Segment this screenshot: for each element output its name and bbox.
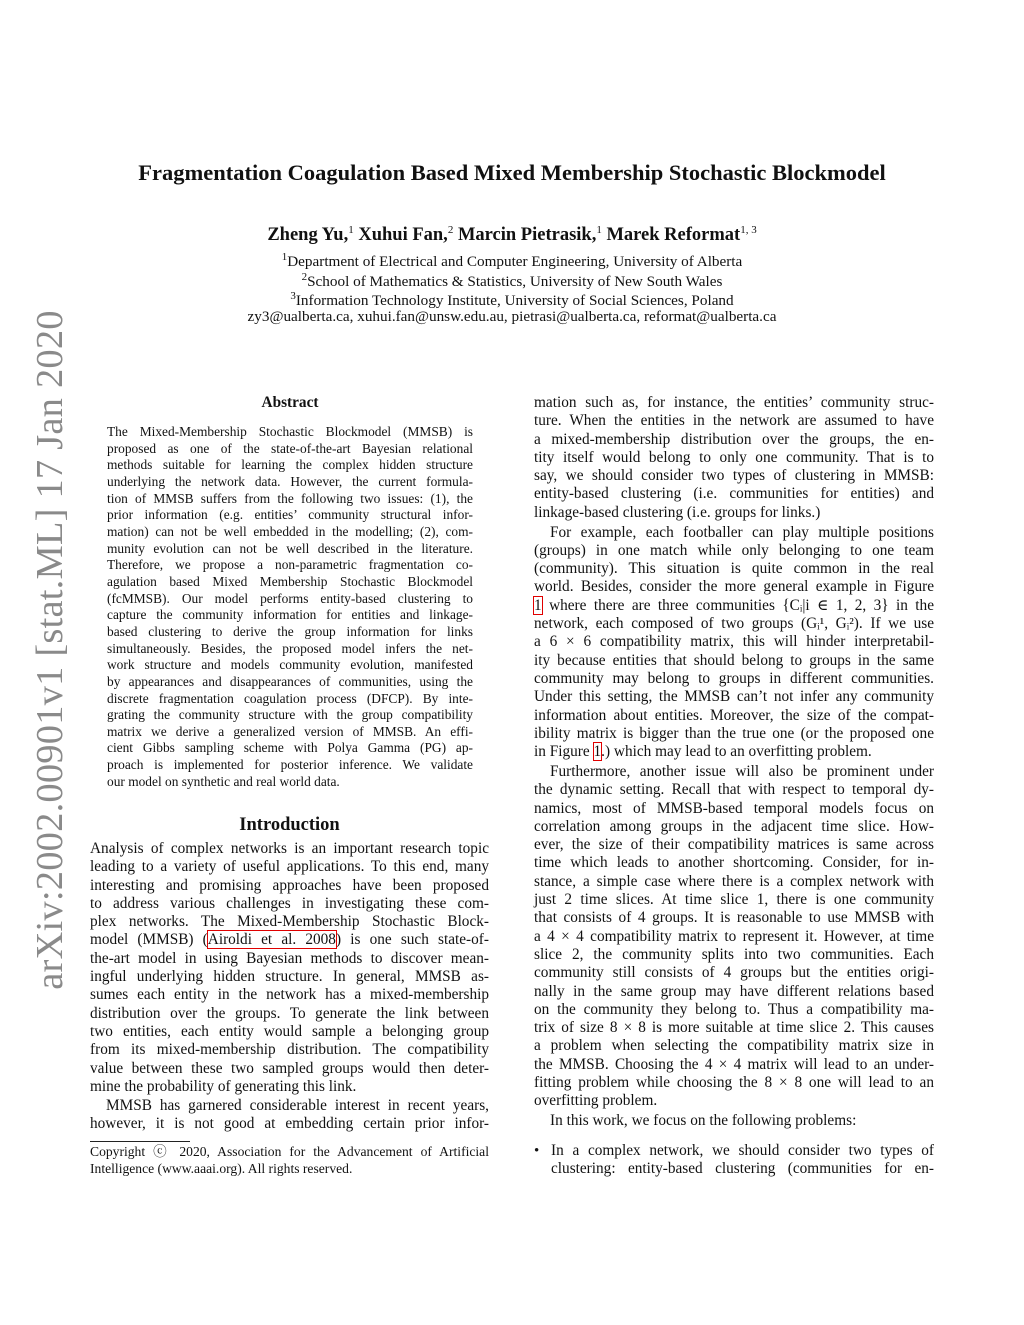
bullet-icon: • [534,1143,540,1159]
text-line: namics, most of MMSB-based temporal models focus on [534,799,934,817]
affiliation-text: Information Technology Institute, University of Social Sciences, Poland [295,292,734,310]
text-line: interesting and promising approaches have been proposed [90,876,489,894]
text-line: stance, a simple case where there is a complex network with [534,872,934,890]
text-line: proach is implemented for posterior inference. We validate [107,757,473,773]
author: Marcin Pietrasik, [457,225,597,246]
text-line: Intelligence (www.aaai.org). All rights reserved. [90,1161,353,1176]
text-line: community may belong to groups in different communities. [534,669,934,687]
text-line: mation such as, for instance, the entities’ community struc- [534,394,934,411]
text-line: proposed as one of the state-of-the-art Bayesian relational [107,440,473,456]
text-line: a 4 × 4 compatibility matrix to represent it. However, at time [534,927,934,945]
paragraph [90,840,489,1096]
text-line: world. Besides, consider the more general example in Figure [534,578,934,596]
copyright-footnote [90,1143,489,1177]
reference-link[interactable]: Airoldi et al. 2008 [207,931,336,949]
paragraph [90,1097,489,1134]
paragraph [534,763,934,1111]
text-line: the-art model in using Bayesian methods to discover mean- [90,949,489,967]
text-line: mation) can not be well embedded in the modelling; (2), com- [107,523,473,539]
text-line: fitting problem while choosing the 8 × 8 one will lead to an [534,1073,934,1091]
text-line: the MMSB. Choosing the 4 × 4 matrix will lead to an under- [534,1055,934,1073]
bullet-item [551,1142,934,1179]
introduction-section [90,814,489,1134]
text-line: In this work, we focus on the following problems: [550,1112,857,1130]
text-line: (fcMMSB). Our model performs entity-based clustering to [107,590,473,606]
author: Xuhui Fan, [358,225,448,246]
affiliation-text: Department of Electrical and Computer Engineering, University of Alberta [287,253,743,271]
footnote-rule [90,1141,190,1142]
text-line: however, it is not good at embedding certain prior infor- [90,1115,489,1133]
text-line: based clustering to derive the group information for links [107,623,473,639]
text-line: time which leads to another shortcoming. Consider, for in- [534,854,934,872]
text-segment: where there are three communities {Cᵢ|i ∈ 1, 2, 3} in the [541,596,934,614]
text-line [534,597,934,615]
text-line: two entities, each entity would sample a belonging group [90,1022,489,1040]
text-line: nally in the same group may have different relations based [534,982,934,1000]
arxiv-stamp: arXiv:2002.00901v1 [stat.ML] 17 Jan 2020 [29,310,71,990]
paragraph [534,1112,934,1130]
text-line: methods suitable for learning the complex hidden structure [107,457,473,473]
paper-title: Fragmentation Coagulation Based Mixed Membership Stochastic Blockmodel [138,160,886,185]
abstract-body [107,424,473,790]
author: Zheng Yu, [267,225,349,246]
paragraph [534,394,934,522]
text-segment: in Figure [534,743,594,761]
text-line: from its mixed-membership distribution. The compatibility [90,1041,489,1059]
text-line: tion of MMSB suffers from the following two issues: (1), the [107,490,473,506]
text-line: our model on synthetic and real world data. [107,773,340,789]
text-line: overfitting problem. [534,1092,658,1110]
affiliation-number: 2 [301,270,308,283]
text-line: ity because entities that should belong to groups in the same [534,651,934,669]
text-line: (groups) in one match while only belonging to one team [534,541,934,559]
text-line: plex networks. The Mixed-Membership Stochastic Block- [90,913,489,931]
author-affiliation-mark: 1 [596,224,602,236]
text-line: The Mixed-Membership Stochastic Blockmodel (MMSB) is [107,424,473,439]
text-line: linkage-based clustering (i.e. groups for links.) [534,503,821,521]
affiliation-number: 3 [290,290,296,302]
text-line: agulation based Mixed Membership Stochastic Blockmodel [107,573,473,589]
text-segment: model (MMSB) ( [90,931,208,949]
text-line: distribution over the groups. To generate the link between [90,1004,489,1022]
text-line: grating the community structure with the group compatibility [107,707,473,723]
text-line: slice 2, the community splits into two communities. Each [534,945,934,963]
text-line: ture. When the entities in the network are assumed to have [534,412,934,430]
text-line: a 6 × 6 compatibility matrix, this will hinder interpretabil- [534,633,934,651]
text-line: a problem when selecting the compatibility matrix size in [534,1037,934,1055]
text-line [534,743,934,761]
text-line: munity evolution can not be well described in the literature. [107,540,473,556]
text-line: entity-based clustering (i.e. communities for entities) and [534,485,934,503]
text-line: network, each composed of two groups (Gᵢ¹, Gᵢ²). If we use [534,615,934,633]
text-line: to address various challenges in investigating these com- [90,894,489,912]
text-segment: ) is one such state-of- [335,931,489,949]
text-line [90,931,489,949]
text-line: clustering: entity-based clustering (communities for en- [551,1160,934,1178]
author-affiliation-mark: 2 [447,224,454,236]
text-line: that consists of 4 groups. It is reasonable to use MMSB with [534,909,934,927]
author-list [0,224,1024,246]
text-line: capture the community information for entities and linkage- [107,607,473,623]
affiliation-number: 1 [281,251,288,263]
text-line: prior information (e.g. entities’ community structural infor- [107,507,473,523]
reference-link[interactable]: 1 [593,743,602,761]
text-line: on the community they belong to. Thus a compatibility ma- [534,1000,934,1018]
text-line: sumes each entity in the network has a mixed-membership [90,986,489,1004]
text-line: (community). This situation is quite common in the real [534,560,934,578]
text-line: ingful underlying hidden structure. In general, MMSB as- [90,968,489,986]
text-line: Copyright ⓒ 2020, Association for the Advancement of Artificial [90,1144,489,1159]
text-line: leading to a variety of useful applications. To this end, many [90,858,489,876]
text-line: the dynamic setting. Recall that with respect to temporal dy- [534,781,934,799]
text-line: Analysis of complex networks is an important research topic [90,840,489,857]
text-line: underlying the network data. However, the current formula- [107,473,473,489]
author-emails: zy3@ualberta.ca, xuhui.fan@unsw.edu.au, pietrasi@ualberta.ca, reformat@ualberta.ca [247,307,777,325]
text-line: trix of size 8 × 8 is more suitable at time slice 2. This causes [534,1019,934,1037]
text-line: tity itself would belong to only one community. That is to [534,448,934,466]
abstract-heading: Abstract [261,394,319,411]
text-line: matrix we derive a generalized version of MMSB. An effi- [107,723,473,739]
text-line: Furthermore, another issue will also be prominent under [550,762,934,780]
abstract-section [107,394,473,790]
text-line: MMSB has garnered considerable interest in recent years, [106,1097,489,1115]
text-line: information about entities. Moreover, the size of the compat- [534,706,934,724]
text-line: correlation among groups in the adjacent time slice. How- [534,817,934,835]
text-line: cient Gibbs sampling scheme with Polya Gamma (PG) ap- [107,740,473,756]
text-line: mine the probability of generating this link. [90,1077,357,1095]
text-line: community still consists of 4 groups but the entities origi- [534,964,934,982]
text-segment: .) which may lead to an overfitting problem. [601,743,872,761]
text-line: simultaneously. Besides, the proposed model infers the net- [107,640,473,656]
text-line: discrete fragmentation coagulation process (DFCP). By inte- [107,690,473,706]
text-line: just 2 time slices. At time slice 1, there is one community [534,891,934,909]
text-line: work structure and models community evolution, manifested [107,657,473,673]
reference-link[interactable]: 1 [534,596,542,614]
text-line: For example, each footballer can play multiple positions [550,523,934,541]
author-affiliation-mark: 1 [348,224,354,236]
paragraph [534,524,934,762]
text-line: In a complex network, we should consider two types of [551,1142,934,1159]
author: Marek Reformat [606,225,741,246]
text-line: Therefore, we propose a non-parametric fragmentation co- [107,557,473,573]
author-affiliation-mark: 1, 3 [740,224,757,236]
text-line: say, we should consider two types of clustering in MMSB: [534,467,934,485]
introduction-heading: Introduction [239,815,340,835]
text-line: ibility matrix is bigger than the true one (or the proposed one [534,724,934,742]
text-line: Under this setting, the MMSB can’t not infer any community [534,688,934,706]
affiliation-text: School of Mathematics & Statistics, University of New South Wales [307,272,723,290]
text-line: value between these two sampled groups would then deter- [90,1059,489,1077]
text-line: by appearances and disappearances of communities, using the [107,673,473,689]
text-line: ever, the size of their compatibility matrices is same across [534,836,934,854]
text-line: a mixed-membership distribution over the groups, the en- [534,430,934,448]
right-column [534,394,934,1130]
